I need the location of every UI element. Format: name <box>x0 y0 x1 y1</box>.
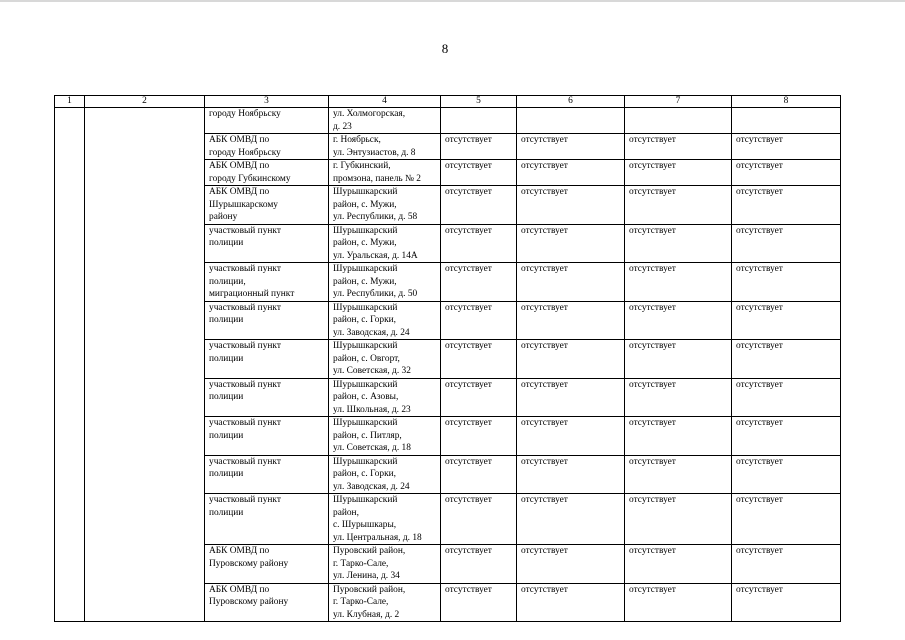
cell-text-line: Шурышкарский <box>333 264 398 274</box>
object-name-cell <box>205 494 329 545</box>
status-cell <box>732 108 841 134</box>
cell-text-line: миграционный пункт <box>209 289 295 299</box>
status-cell: отсутствует <box>625 545 732 584</box>
cell-text-line: район, с. Горки, <box>333 315 396 325</box>
status-cell: отсутствует <box>517 494 625 545</box>
cell-text-line: ул. Республики, д. 58 <box>333 212 418 222</box>
address-cell <box>329 224 441 263</box>
cell-text-line: Пуровскому району <box>209 597 289 607</box>
status-cell: отсутствует <box>441 340 517 379</box>
cell-text-line: район, с. Мужи, <box>333 199 397 210</box>
cell-text-line: ул. Холмогорская, <box>333 109 406 119</box>
cell-text-line: район, с. Питляр, <box>333 430 402 441</box>
cell-text-line: ул. Центральная, д. 18 <box>333 532 422 543</box>
table-row <box>55 108 841 134</box>
cell-text-line: ул. Ленина, д. 34 <box>333 571 400 581</box>
status-cell: отсутствует <box>732 301 841 340</box>
address-cell <box>329 160 441 186</box>
object-name-cell <box>205 224 329 263</box>
cell-text-line: г. Ноябрьск, <box>333 135 381 145</box>
address-cell <box>329 263 441 302</box>
cell-text-line: участковый пункт <box>209 341 281 351</box>
cell-text-line: Шурышкарский <box>333 418 398 428</box>
cell-text-line: полиции <box>209 353 244 364</box>
object-name-cell <box>205 263 329 302</box>
page-number: 8 <box>441 41 449 56</box>
object-name-cell <box>205 583 329 622</box>
status-cell: отсутствует <box>517 224 625 263</box>
object-name-cell <box>205 455 329 494</box>
status-cell: отсутствует <box>625 340 732 379</box>
address-cell <box>329 186 441 225</box>
cell-text-line: район, с. Мужи, <box>333 276 397 287</box>
address-cell <box>329 417 441 456</box>
cell-text-line: район, с. Мужи, <box>333 238 397 248</box>
address-cell <box>329 455 441 494</box>
status-cell: отсутствует <box>625 134 732 160</box>
address-cell <box>329 134 441 160</box>
status-cell: отсутствует <box>441 301 517 340</box>
object-name-cell <box>205 160 329 186</box>
cell-text-line: участковый пункт <box>209 379 281 390</box>
cell-text-line: полиции, <box>209 276 246 287</box>
cell-text-line: Шурышкарский <box>333 225 398 236</box>
object-name-cell <box>205 378 329 417</box>
cell-text-line: Пуровский район, <box>333 546 406 556</box>
status-cell: отсутствует <box>441 494 517 545</box>
cell-text-line: район, с. Овгорт, <box>333 353 400 364</box>
document-table <box>54 95 841 622</box>
status-cell: отсутствует <box>732 494 841 545</box>
cell-text-line: ул. Заводская, д. 24 <box>333 327 410 338</box>
status-cell: отсутствует <box>441 583 517 622</box>
status-cell: отсутствует <box>517 134 625 160</box>
cell-text-line: Шурышкарский <box>333 379 398 390</box>
object-name-cell <box>205 108 329 134</box>
cell-text-line: АБК ОМВД по <box>209 584 270 595</box>
cell-text-line: Пуровский район, <box>333 584 406 595</box>
status-cell: отсутствует <box>517 545 625 584</box>
cell-text-line: участковый пункт <box>209 264 281 274</box>
status-cell: отсутствует <box>517 417 625 456</box>
status-cell: отсутствует <box>517 455 625 494</box>
cell-text-line: Шурышкарскому <box>209 199 278 210</box>
cell-text-line: полиции <box>209 315 244 325</box>
cell-text-line: ул. Энтузиастов, д. 8 <box>333 147 416 158</box>
cell-text-line: полиции <box>209 507 244 518</box>
cell-text-line: ул. Школьная, д. 23 <box>333 404 411 415</box>
status-cell: отсутствует <box>625 583 732 622</box>
status-cell: отсутствует <box>441 545 517 584</box>
status-cell: отсутствует <box>517 340 625 379</box>
cell-text-line: ул. Уральская, д. 14А <box>333 250 418 261</box>
status-cell: отсутствует <box>441 378 517 417</box>
status-cell: отсутствует <box>732 134 841 160</box>
column-1-merged-cell <box>55 108 85 622</box>
status-cell <box>625 108 732 134</box>
column-header: 1 <box>55 96 85 108</box>
cell-text-line: Шурышкарский <box>333 302 398 313</box>
status-cell: отсутствует <box>732 417 841 456</box>
cell-text-line: городу Губкинскому <box>209 173 291 184</box>
status-cell: отсутствует <box>625 224 732 263</box>
cell-text-line: Шурышкарский <box>333 341 398 351</box>
table-body <box>55 108 841 622</box>
cell-text-line: АБК ОМВД по <box>209 161 270 171</box>
column-2-merged-cell <box>85 108 205 622</box>
cell-text-line: Шурышкарский <box>333 495 398 505</box>
object-name-cell <box>205 134 329 160</box>
cell-text-line: АБК ОМВД по <box>209 187 270 197</box>
status-cell: отсутствует <box>517 160 625 186</box>
status-cell: отсутствует <box>732 263 841 302</box>
cell-text-line: ул. Республики, д. 50 <box>333 289 418 299</box>
column-header: 5 <box>441 96 517 108</box>
status-cell: отсутствует <box>732 455 841 494</box>
cell-text-line: городу Ноябрьску <box>209 147 281 158</box>
page-top-edge <box>0 0 905 2</box>
status-cell: отсутствует <box>441 263 517 302</box>
cell-text-line: АБК ОМВД по <box>209 135 270 145</box>
cell-text-line: район, <box>333 507 359 518</box>
cell-text-line: д. 23 <box>333 121 352 132</box>
cell-text-line: ул. Клубная, д. 2 <box>333 609 400 620</box>
column-header: 4 <box>329 96 441 108</box>
status-cell: отсутствует <box>625 378 732 417</box>
cell-text-line: Шурышкарский <box>333 456 398 467</box>
address-cell <box>329 378 441 417</box>
cell-text-line: АБК ОМВД по <box>209 546 270 556</box>
table-header-row <box>55 96 841 108</box>
cell-text-line: полиции <box>209 392 244 402</box>
address-cell <box>329 108 441 134</box>
status-cell: отсутствует <box>732 583 841 622</box>
status-cell: отсутствует <box>517 263 625 302</box>
status-cell: отсутствует <box>441 186 517 225</box>
status-cell: отсутствует <box>441 160 517 186</box>
column-header: 7 <box>625 96 732 108</box>
status-cell <box>517 108 625 134</box>
status-cell: отсутствует <box>732 545 841 584</box>
cell-text-line: г. Тарко-Сале, <box>333 597 389 607</box>
status-cell: отсутствует <box>441 134 517 160</box>
cell-text-line: ул. Заводская, д. 24 <box>333 481 410 492</box>
column-header: 2 <box>85 96 205 108</box>
address-cell <box>329 301 441 340</box>
status-cell: отсутствует <box>517 186 625 225</box>
cell-text-line: ул. Советская, д. 32 <box>333 366 411 376</box>
object-name-cell <box>205 545 329 584</box>
cell-text-line: участковый пункт <box>209 225 281 236</box>
address-cell <box>329 583 441 622</box>
column-header: 6 <box>517 96 625 108</box>
status-cell: отсутствует <box>625 417 732 456</box>
cell-text-line: участковый пункт <box>209 302 281 313</box>
status-cell: отсутствует <box>517 378 625 417</box>
cell-text-line: району <box>209 212 238 222</box>
status-cell: отсутствует <box>517 583 625 622</box>
cell-text-line: полиции <box>209 469 244 479</box>
status-cell: отсутствует <box>625 263 732 302</box>
status-cell: отсутствует <box>441 417 517 456</box>
cell-text-line: Шурышкарский <box>333 187 398 197</box>
cell-text-line: г. Тарко-Сале, <box>333 558 389 569</box>
status-cell: отсутствует <box>732 224 841 263</box>
cell-text-line: район, с. Азовы, <box>333 392 399 402</box>
status-cell: отсутствует <box>732 186 841 225</box>
cell-text-line: промзона, панель № 2 <box>333 173 421 184</box>
status-cell: отсутствует <box>441 455 517 494</box>
status-cell: отсутствует <box>625 160 732 186</box>
cell-text-line: участковый пункт <box>209 418 281 428</box>
address-cell <box>329 340 441 379</box>
object-name-cell <box>205 186 329 225</box>
cell-text-line: район, с. Горки, <box>333 469 396 479</box>
cell-text-line: с. Шурышкары, <box>333 520 397 530</box>
status-cell: отсутствует <box>625 186 732 225</box>
object-name-cell <box>205 301 329 340</box>
status-cell: отсутствует <box>625 455 732 494</box>
status-cell <box>441 108 517 134</box>
status-cell: отсутствует <box>625 301 732 340</box>
cell-text-line: полиции <box>209 430 244 441</box>
status-cell: отсутствует <box>441 224 517 263</box>
object-name-cell <box>205 340 329 379</box>
cell-text-line: полиции <box>209 238 244 248</box>
status-cell: отсутствует <box>732 378 841 417</box>
address-cell <box>329 494 441 545</box>
column-header: 8 <box>732 96 841 108</box>
cell-text-line: участковый пункт <box>209 456 281 467</box>
cell-text-line: ул. Советская, д. 18 <box>333 443 411 453</box>
status-cell: отсутствует <box>517 301 625 340</box>
cell-text-line: Пуровскому району <box>209 558 289 569</box>
cell-text-line: городу Ноябрьску <box>209 109 281 119</box>
cell-text-line: г. Губкинский, <box>333 161 391 171</box>
cell-text-line: участковый пункт <box>209 495 281 505</box>
status-cell: отсутствует <box>732 160 841 186</box>
address-cell <box>329 545 441 584</box>
status-cell: отсутствует <box>732 340 841 379</box>
status-cell: отсутствует <box>625 494 732 545</box>
column-header: 3 <box>205 96 329 108</box>
object-name-cell <box>205 417 329 456</box>
